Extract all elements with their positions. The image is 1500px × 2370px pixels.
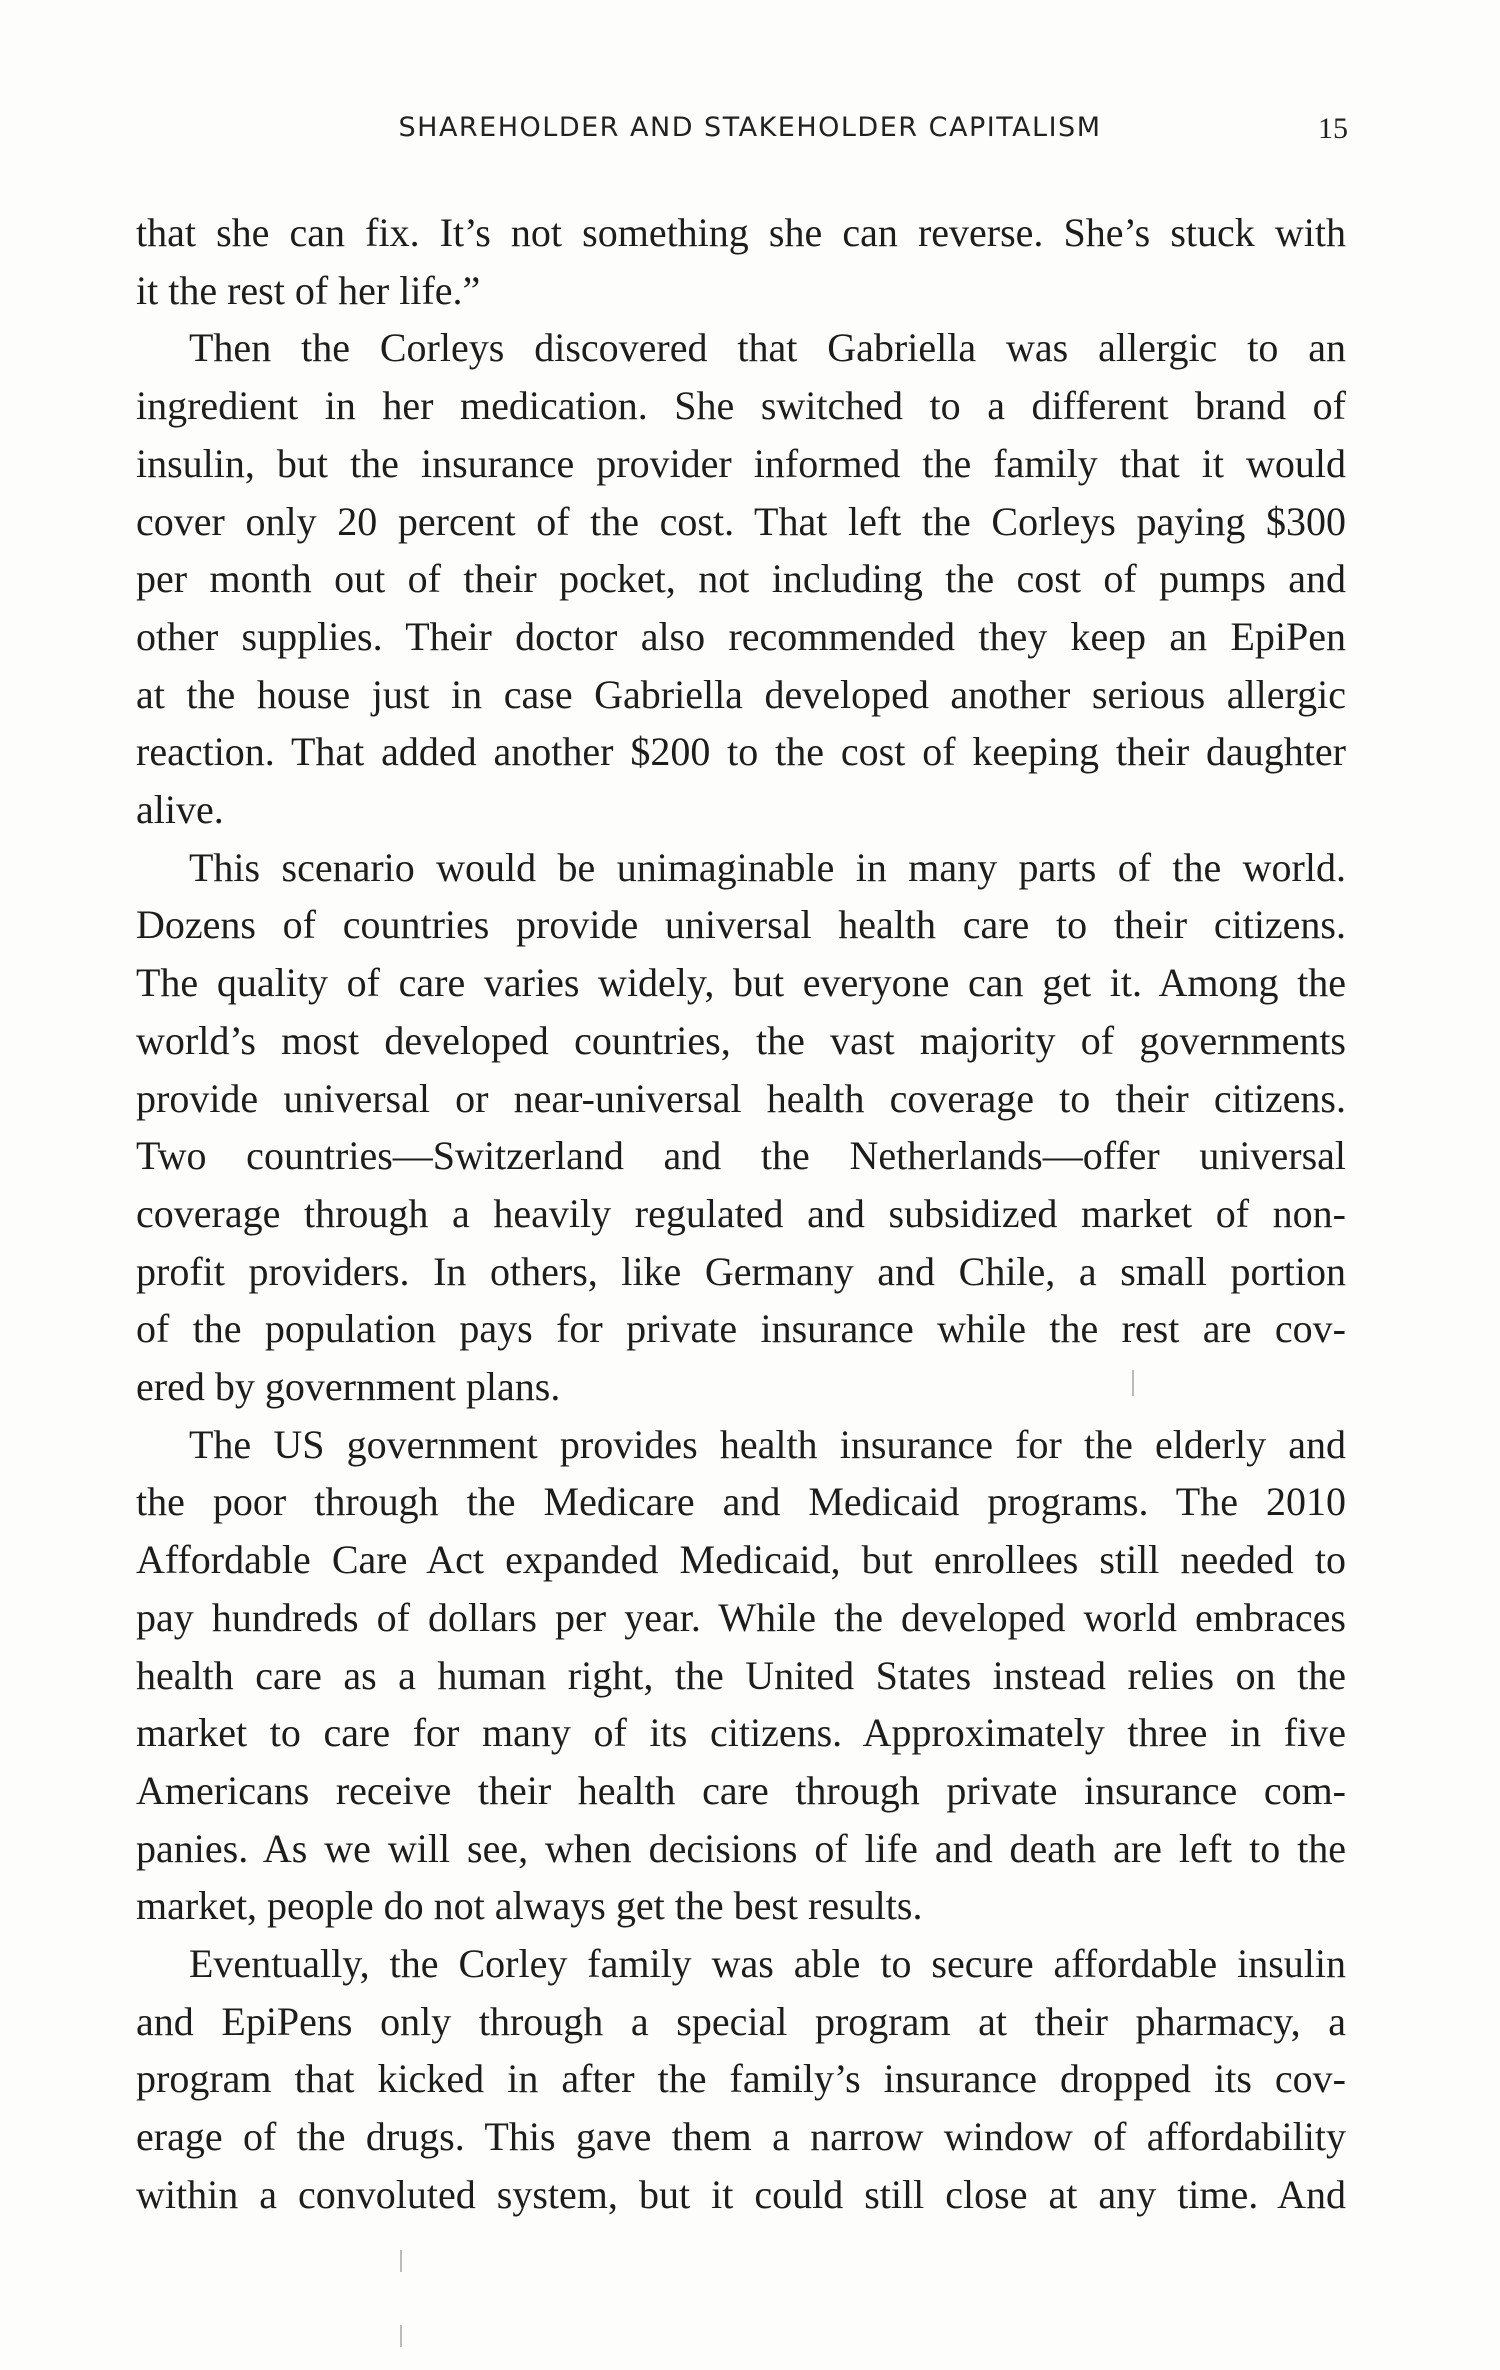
text-line: alive. <box>136 787 224 832</box>
page-number: 15 <box>1318 112 1348 145</box>
scan-mark <box>1132 1370 1134 1396</box>
text-line: Eventually, the Corley family was able to secure affordable insulin <box>189 1941 1346 1986</box>
text-line: insulin, but the insurance provider informed the family that it would <box>136 440 1346 486</box>
text-line: provide universal or near-universal health coverage to their citizens. <box>136 1075 1346 1121</box>
text-line: within a convoluted system, but it could still close at any time. And <box>136 2171 1346 2217</box>
running-header: SHAREHOLDER AND STAKEHOLDER CAPITALISM <box>398 112 1102 143</box>
text-line: that she can fix. It’s not something she can reverse. She’s stuck with <box>136 210 1346 255</box>
text-line: This scenario would be unimaginable in many parts of the world. <box>189 844 1346 890</box>
text-line: cover only 20 percent of the cost. That left the Corleys paying $300 <box>136 498 1346 544</box>
text-line: market to care for many of its citizens. Approximately three in five <box>136 1710 1346 1756</box>
text-line: Affordable Care Act expanded Medicaid, but enrollees still needed to <box>136 1537 1346 1583</box>
text-line: the poor through the Medicare and Medicaid programs. The 2010 <box>136 1479 1346 1525</box>
text-line: Then the Corleys discovered that Gabriella was allergic to an <box>189 325 1346 371</box>
text-line: The US government provides health insurance for the elderly and <box>189 1421 1346 1467</box>
text-line: per month out of their pocket, not including the cost of pumps and <box>136 556 1346 602</box>
text-line: other supplies. Their doctor also recommended they keep an EpiPen <box>136 613 1346 659</box>
text-line: panies. As we will see, when decisions of life and death are left to the <box>136 1825 1346 1871</box>
text-line: program that kicked in after the family’s insurance dropped its cov- <box>136 2056 1346 2102</box>
text-line: profit providers. In others, like Germany and Chile, a small portion <box>136 1248 1346 1294</box>
text-line: of the population pays for private insurance while the rest are cov- <box>136 1306 1346 1352</box>
text-line: Americans receive their health care through private insurance com- <box>136 1767 1346 1813</box>
scan-mark <box>400 2325 402 2347</box>
text-line: and EpiPens only through a special program at their pharmacy, a <box>136 1998 1346 2044</box>
text-line: at the house just in case Gabriella developed another serious allergic <box>136 671 1346 717</box>
text-line: health care as a human right, the United States instead relies on the <box>136 1652 1346 1698</box>
text-line: The quality of care varies widely, but everyone can get it. Among the <box>136 960 1346 1006</box>
text-line: ered by government plans. <box>136 1364 561 1409</box>
text-line: reaction. That added another $200 to the cost of keeping their daughter <box>136 729 1346 775</box>
text-line: pay hundreds of dollars per year. While the developed world embraces <box>136 1594 1346 1640</box>
text-line: Dozens of countries provide universal health care to their citizens. <box>136 902 1346 948</box>
text-line: ingredient in her medication. She switched to a different brand of <box>136 383 1346 429</box>
text-line: market, people do not always get the best results. <box>136 1883 923 1929</box>
text-line: it the rest of her life.” <box>136 267 481 313</box>
text-line: coverage through a heavily regulated and subsidized market of non- <box>136 1190 1346 1236</box>
scan-mark <box>400 2250 402 2272</box>
text-line: erage of the drugs. This gave them a narrow window of affordability <box>136 2114 1346 2160</box>
text-line: world’s most developed countries, the vast majority of governments <box>136 1017 1346 1063</box>
text-line: Two countries—Switzerland and the Netherlands—offer universal <box>136 1133 1346 1179</box>
